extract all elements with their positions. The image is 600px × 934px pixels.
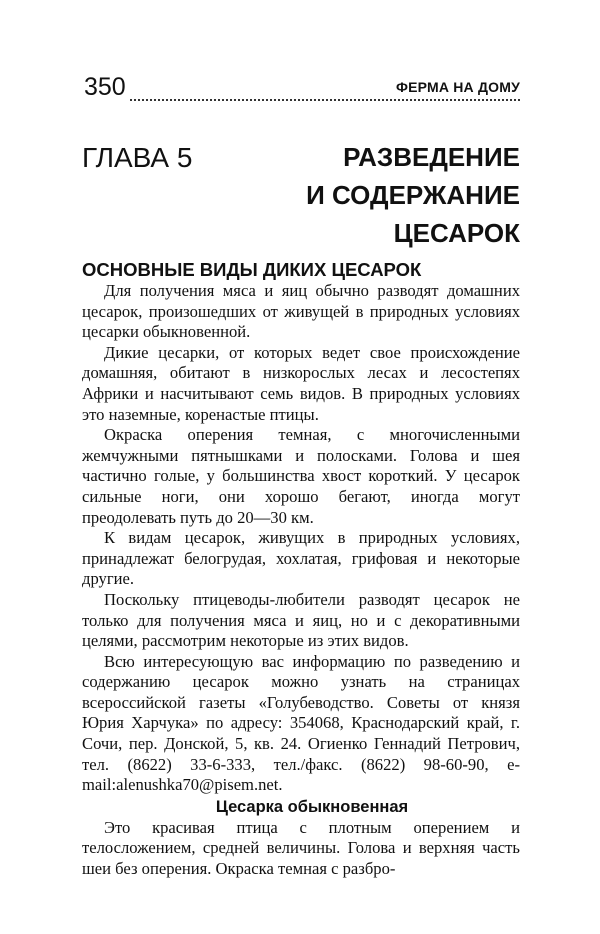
page-number: 350 xyxy=(84,73,126,101)
paragraph: К видам цесарок, живущих в природных условиях, принадлежат белогрудая, хохлатая, грифовая и некоторые другие. xyxy=(82,528,520,589)
chapter-title xyxy=(260,138,520,252)
subsection-heading: Цесарка обыкновенная xyxy=(215,797,409,816)
body-text xyxy=(82,281,520,880)
chapter-title-line-3: ЦЕСАРОК xyxy=(393,218,520,248)
section-heading: ОСНОВНЫЕ ВИДЫ ДИКИХ ЦЕСАРОК xyxy=(82,259,422,280)
chapter-title-line-2: И СОДЕРЖАНИЕ xyxy=(306,180,520,210)
paragraph: Дикие цесарки, от которых ведет свое происхождение домашняя, обитают в низкорослых лесах и лесостепях Африки и насчитывают семь видов. В природных условиях это наземные, коренастые птицы. xyxy=(82,342,520,424)
chapter-label: ГЛАВА 5 xyxy=(82,142,193,173)
page-header xyxy=(84,72,520,108)
paragraph: Окраска оперения темная, с многочисленными жемчужными пятнышками и полосками. Голова и шея частично голые, у большинства хвост короткий. У цесарок сильные ноги, они хорошо бегают, иногда могут преодолевать путь до 20—30 км. xyxy=(82,425,520,527)
chapter-title-line-1: РАЗВЕДЕНИЕ xyxy=(343,142,520,172)
running-title: ФЕРМА НА ДОМУ xyxy=(395,79,520,95)
paragraph: Для получения мяса и яиц обычно разводят домашних цесарок, произошедших от живущей в природных условиях цесарки обыкновенной. xyxy=(82,281,520,342)
paragraph: Поскольку птицеводы-любители разводят цесарок не только для получения мяса и яиц, но и с декоративными целями, рассмотрим некоторые из этих видов. xyxy=(82,589,520,651)
header-dotted-rule xyxy=(130,99,520,101)
paragraph: Всю интересующую вас информацию по разведению и содержанию цесарок можно узнать на страницах всероссийской газеты «Голубеводство. Советы от князя Юрия Харчука» по адресу: 354068, Краснодарский край, г. Сочи, пер. Донской, 5, кв. 24. Огиенко Геннадий Петрович, тел. (8622) 33-6-333, тел./факс. (8622) 98-60-90, e-mail:alenushka70@pisem.net. xyxy=(82,651,520,795)
paragraph: Это красивая птица с плотным оперением и телосложением, средней величины. Голова и верхняя часть шеи без оперения. Окраска темная с разбро- xyxy=(82,817,520,879)
